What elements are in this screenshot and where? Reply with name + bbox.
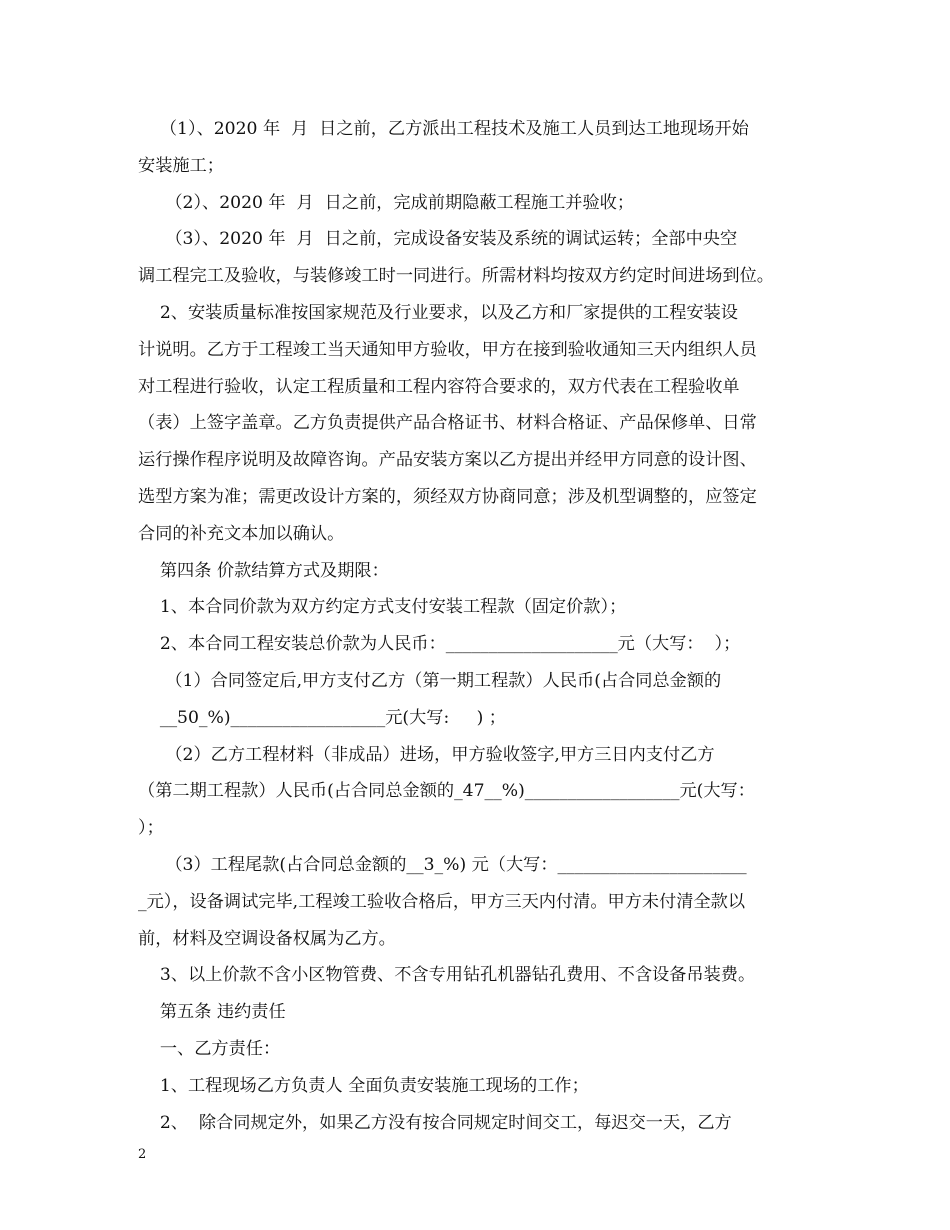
text-line: （表）上签字盖章。乙方负责提供产品合格证书、材料合格证、产品保修单、日常 <box>138 413 757 434</box>
text-line: 运行操作程序说明及故障咨询。产品安装方案以乙方提出并经甲方同意的设计图、 <box>138 450 757 471</box>
text-line: 3、以上价款不含小区物管费、不含专用钻孔机器钻孔费用、不含设备吊装费。 <box>138 965 756 986</box>
section-heading: 第五条 违约责任 <box>138 1002 286 1023</box>
section-heading: 第四条 价款结算方式及期限： <box>138 560 389 581</box>
page-number: 2 <box>138 1147 147 1162</box>
text-line: __50_%)__________________元(大写: ) ； <box>138 707 506 728</box>
text-line: 1、本合同价款为双方约定方式支付安装工程款（固定价款）； <box>138 597 627 618</box>
text-line: （3）、2020 年 月 日之前，完成设备安装及系统的调试运转；全部中央空 <box>138 229 738 250</box>
text-line: 合同的补充文本加以确认。 <box>138 523 345 544</box>
text-line: （1）合同签定后,甲方支付乙方（第一期工程款）人民币(占合同总金额的 <box>138 670 722 691</box>
text-line: （1）、2020 年 月 日之前，乙方派出工程技术及施工人员到达工地现场开始 <box>138 119 749 139</box>
text-line: _元），设备调试完毕,工程竣工验收合格后，甲方三天内付清。甲方未付清全款以 <box>138 891 746 912</box>
text-line: 计说明。乙方于工程竣工当天通知甲方验收，甲方在接到验收通知三天内组织人员 <box>138 339 757 360</box>
text-line: 2、安装质量标准按国家规范及行业要求，以及乙方和厂家提供的工程安装设 <box>138 302 738 323</box>
text-line: （2）、2020 年 月 日之前，完成前期隐蔽工程施工并验收； <box>138 192 635 213</box>
text-line: 调工程完工及验收，与装修竣工时一同进行。所需材料均按双方约定时间进场到位。 <box>138 266 774 287</box>
text-line: 安装施工； <box>138 155 224 176</box>
text-line: （3）工程尾款(占合同总金额的__3_%) 元（大写：______________________ <box>138 854 747 875</box>
text-line: 1、工程现场乙方负责人 全面负责安装施工现场的工作； <box>138 1075 589 1096</box>
document-body <box>138 111 822 1141</box>
text-line: （2）乙方工程材料（非成品）进场，甲方验收签字,甲方三日内支付乙方 <box>138 744 715 765</box>
text-line: 2、本合同工程安装总价款为人民币：____________________元（大写： ）； <box>138 634 741 655</box>
text-line: （第二期工程款）人民币(占合同总金额的_47__%)__________________元(大写： <box>138 781 755 802</box>
text-line: ）； <box>138 818 164 839</box>
text-line: 前，材料及空调设备权属为乙方。 <box>138 928 396 949</box>
text-line: 一、乙方责任： <box>138 1038 281 1059</box>
text-line: 选型方案为准；需更改设计方案的，须经双方协商同意；涉及机型调整的，应签定 <box>138 486 757 507</box>
text-line: 2、 除合同规定外，如果乙方没有按合同规定时间交工，每迟交一天，乙方 <box>138 1112 732 1133</box>
text-line: 对工程进行验收，认定工程质量和工程内容符合要求的，双方代表在工程验收单 <box>138 376 740 397</box>
